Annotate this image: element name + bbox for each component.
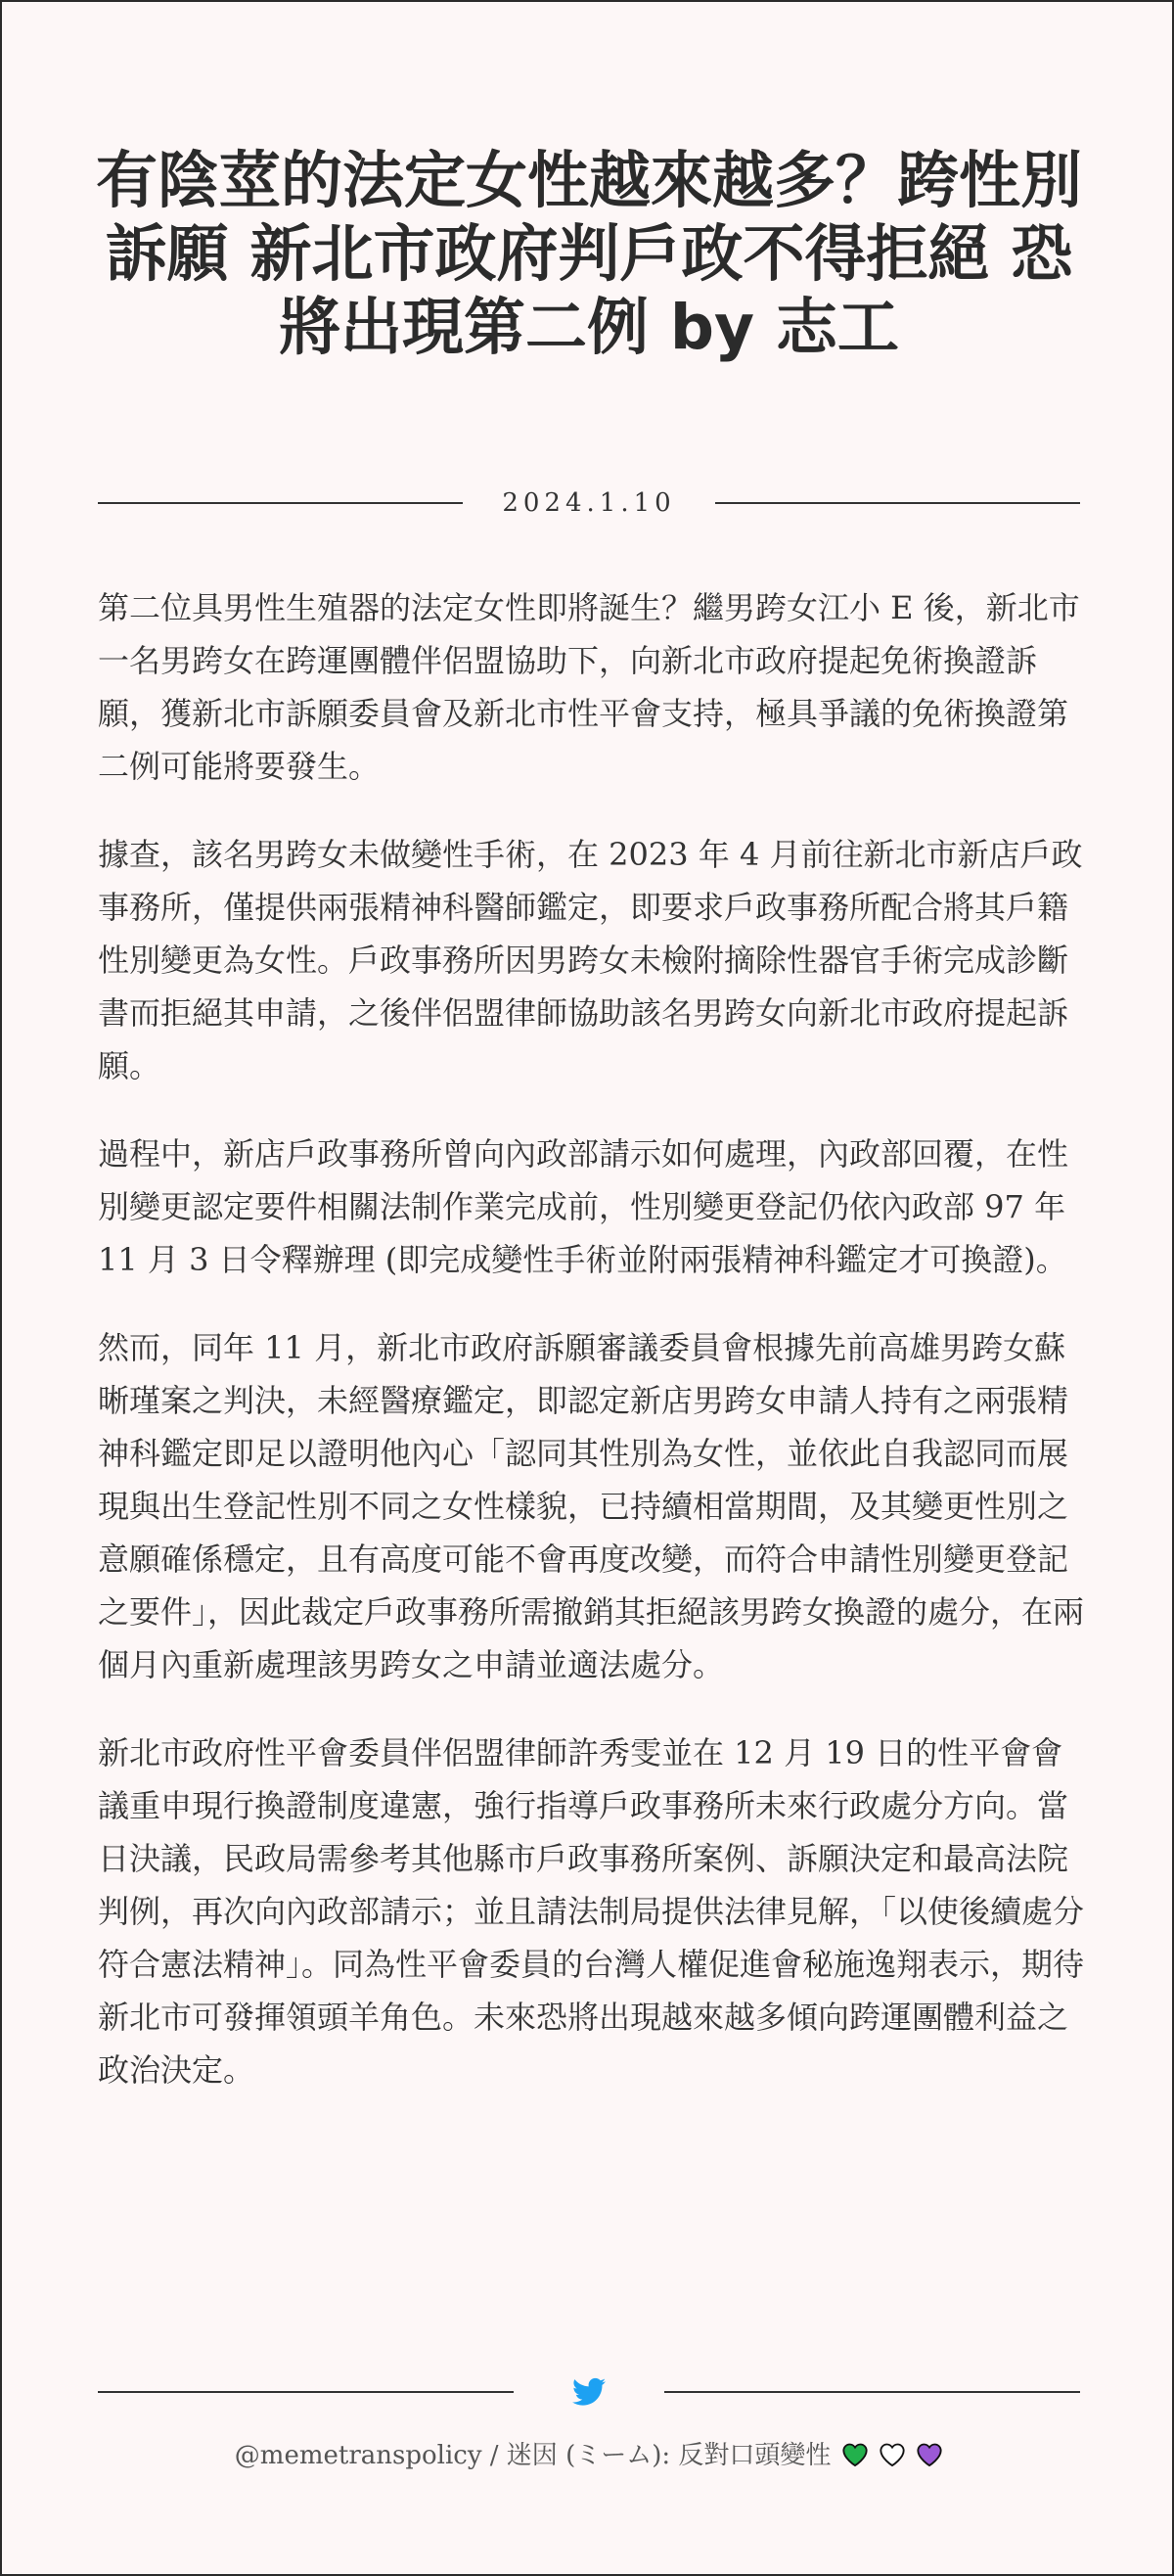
- divider-line-right: [664, 2391, 1080, 2393]
- article-body: [98, 581, 1086, 2132]
- date-divider: [98, 488, 1080, 518]
- article-title: 有陰莖的法定女性越來越多？跨性別訴願 新北市政府判戶政不得拒絕 恐將出現第二例 by 志工: [96, 145, 1082, 363]
- white-heart-icon: [879, 2441, 906, 2468]
- divider-line-left: [98, 2391, 514, 2393]
- divider-line-left: [98, 502, 463, 504]
- paragraph: 第二位具男性生殖器的法定女性即將誕生？繼男跨女江小 E 後，新北市一名男跨女在跨運團體伴侶盟協助下，向新北市政府提起免術換證訴願，獲新北市訴願委員會及新北市性平會支持，極具爭議的免術換證第二例可能將要發生。: [98, 589, 1080, 785]
- credit-text: @memetranspolicy / 迷因 (ミーム): 反對口頭變性: [234, 2441, 832, 2470]
- green-heart-icon: [841, 2441, 869, 2468]
- article-date: 2024.1.10: [502, 488, 676, 518]
- paragraph: 過程中，新店戶政事務所曾向內政部請示如何處理，內政部回覆，在性別變更認定要件相關法制作業完成前，性別變更登記仍依內政部 97 年 11 月 3 日令釋辦理 (即完成變性手術並附兩張精神科鑑定才可換證)。: [98, 1135, 1069, 1278]
- twitter-bird-icon: [572, 2377, 606, 2407]
- paragraph: 新北市政府性平會委員伴侶盟律師許秀雯並在 12 月 19 日的性平會會議重申現行換證制度違憲，強行指導戶政事務所未來行政處分方向。當日決議，民政局需參考其他縣市戶政事務所案例、訴願決定和最高法院判例，再次向內政部請示；並且請法制局提供法律見解，「以使後續處分符合憲法精神」。同為性平會委員的台灣人權促進會秘施逸翔表示，期待新北市可發揮領頭羊角色。未來恐將出現越來越多傾向跨運團體利益之政治決定。: [98, 1734, 1085, 2089]
- paragraph: 然而，同年 11 月，新北市政府訴願審議委員會根據先前高雄男跨女蘇晰瑾案之判決，未經醫療鑑定，即認定新店男跨女申請人持有之兩張精神科鑑定即足以證明他內心「認同其性別為女性，並依此自我認同而展現與出生登記性別不同之女性樣貌，已持續相當期間，及其變更性別之意願確係穩定，且有高度可能不會再度改變，而符合申請性別變更登記之要件」，因此裁定戶政事務所需撤銷其拒絕該男跨女換證的處分，在兩個月內重新處理該男跨女之申請並適法處分。: [98, 1329, 1085, 1683]
- paragraph: 據查，該名男跨女未做變性手術，在 2023 年 4 月前往新北市新店戶政事務所，僅提供兩張精神科醫師鑑定，即要求戶政事務所配合將其戶籍性別變更為女性。戶政事務所因男跨女未檢附摘除性器官手術完成診斷書而拒絕其申請，之後伴侶盟律師協助該名男跨女向新北市政府提起訴願。: [98, 836, 1083, 1084]
- divider-line-right: [715, 502, 1080, 504]
- footer-divider: [98, 2372, 1080, 2412]
- purple-heart-icon: [916, 2441, 943, 2468]
- footer-credit: [2, 2435, 1174, 2471]
